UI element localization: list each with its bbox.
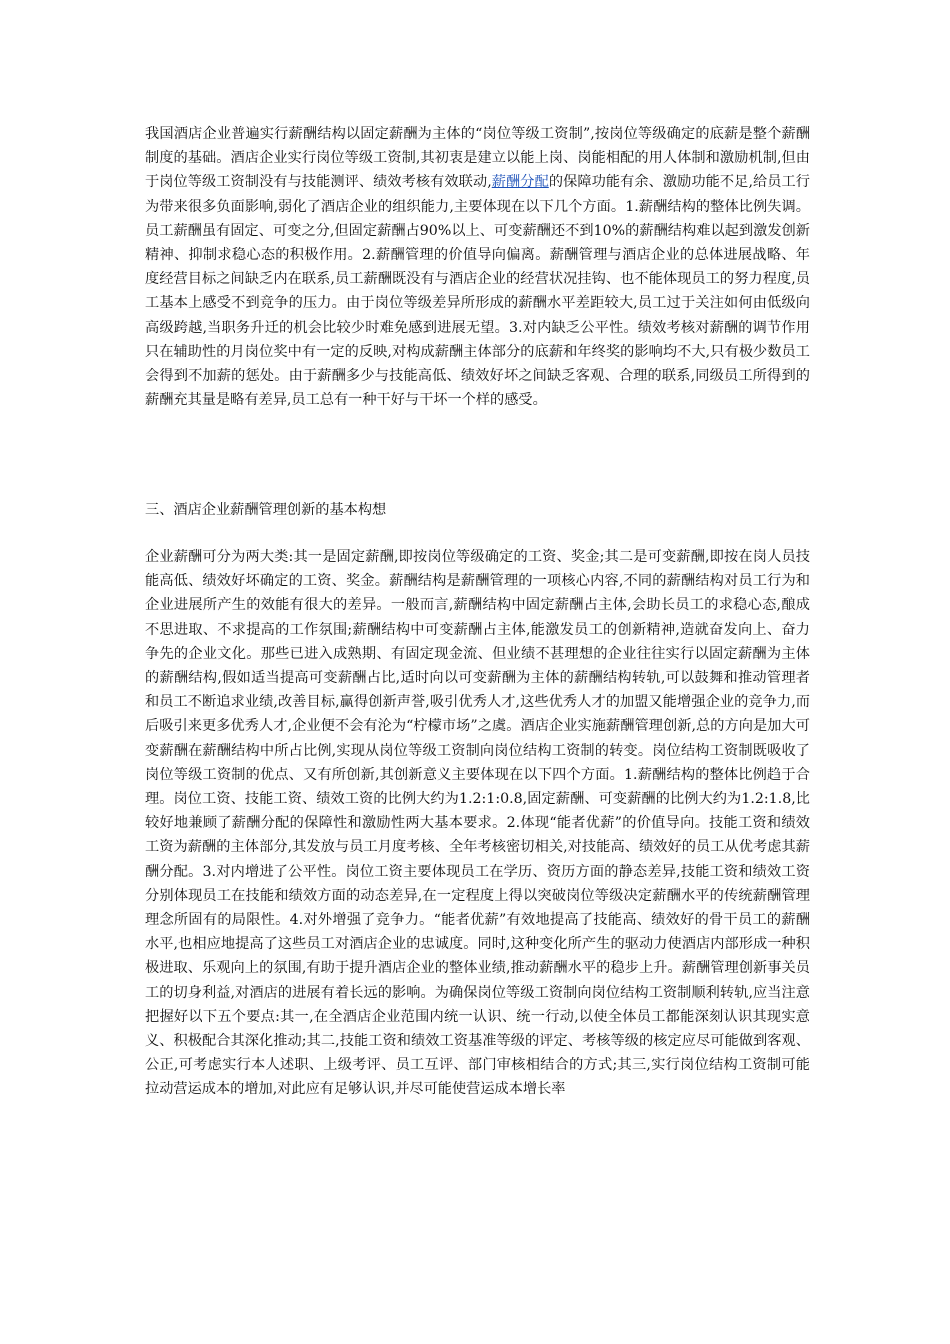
- paragraph-innovation-ideas: 企业薪酬可分为两大类:其一是固定薪酬,即按岗位等级确定的工资、奖金;其二是可变薪酬,即按在岗人员技能高低、绩效好坏确定的工资、奖金。薪酬结构是薪酬管理的一项核心内容,不同的薪酬结构对员工行为和企业进展所产生的效能有很大的差异。一般而言,薪酬结构中固定薪酬占主体,会助长员工的求稳心态,酿成不思进取、不求提高的工作氛围;薪酬结构中可变薪酬占主体,能激发员工的创新精神,造就奋发向上、奋力争先的企业文化。那些已进入成熟期、有固定现金流、但业绩不甚理想的企业往往实行以固定薪酬为主体的薪酬结构,假如适当提高可变薪酬占比,适时向以可变薪酬为主体的薪酬结构转轨,可以鼓舞和推动管理者和员工不断追求业绩,改善目标,赢得创新声誉,吸引优秀人才,这些优秀人才的加盟又能增强企业的竞争力,而后吸引来更多优秀人才,企业便不会有沦为“柠檬市场”之虞。酒店企业实施薪酬管理创新,总的方向是加大可变薪酬在薪酬结构中所占比例,实现从岗位等级工资制向岗位结构工资制的转变。岗位结构工资制既吸收了岗位等级工资制的优点、又有所创新,其创新意义主要体现在以下四个方面。1.薪酬结构的整体比例趋于合理。岗位工资、技能工资、绩效工资的比例大约为1.2:1:0.8,固定薪酬、可变薪酬的比例大约为1.2:1.8,比较好地兼顾了薪酬分配的保障性和激励性两大基本要求。2.体现“能者优薪”的价值导向。技能工资和绩效工资为薪酬的主体部分,其发放与员工月度考核、全年考核密切相关,对技能高、绩效好的员工从优考虑其薪酬分配。3.对内增进了公平性。岗位工资主要体现员工在学历、资历方面的静态差异,技能工资和绩效工资分别体现员工在技能和绩效方面的动态差异,在一定程度上得以突破岗位等级决定薪酬水平的传统薪酬管理理念所固有的局限性。4.对外增强了竞争力。“能者优薪”有效地提高了技能高、绩效好的骨干员工的薪酬水平,也相应地提高了这些员工对酒店企业的忠诚度。同时,这种变化所产生的驱动力使酒店内部形成一种积极进取、乐观向上的氛围,有助于提升酒店企业的整体业绩,推动薪酬水平的稳步上升。薪酬管理创新事关员工的切身利益,对酒店的进展有着长远的影响。为确保岗位等级工资制向岗位结构工资制顺利转轨,应当注意把握好以下五个要点:其一,在全酒店企业范围内统一认识、统一行动,以使全体员工都能深刻认识其现实意义、积极配合其深化推动;其二,技能工资和绩效工资基准等级的评定、考核等级的核定应尽可能做到客观、公正,可考虑实行本人述职、上级考评、员工互评、部门审核相结合的方式;其三,实行岗位结构工资制可能拉动营运成本的增加,对此应有足够认识,并尽可能使营运成本增长率: [145, 549, 810, 1098]
- paragraph-text-after-link: 的保障功能有余、激励功能不足,给员工行为带来很多负面影响,弱化了酒店企业的组织能力,主要体现在以下几个方面。1.薪酬结构的整体比例失调。员工薪酬虽有固定、可变之分,但固定薪酬占90%以上、可变薪酬还不到10%的薪酬结构难以起到激发创新精神、抑制求稳心态的积极作用。2.薪酬管理的价值导向偏离。薪酬管理与酒店企业的总体进展战略、年度经营目标之间缺乏内在联系,员工薪酬既没有与酒店企业的经营状况挂钩、也不能体现员工的努力程度,员工基本上感受不到竞争的压力。由于岗位等级差异所形成的薪酬水平差距较大,员工过于关注如何由低级向高级跨越,当职务升迁的机会比较少时难免感到进展无望。3.对内缺乏公平性。绩效考核对薪酬的调节作用只在辅助性的月岗位奖中有一定的反映,对构成薪酬主体部分的底薪和年终奖的影响均不大,只有极少数员工会得到不加薪的惩处。由于薪酬多少与技能高低、绩效好坏之间缺乏客观、合理的联系,同级员工所得到的薪酬充其量是略有差异,员工总有一种干好与干坏一个样的感受。: [145, 174, 810, 409]
- section-heading: 三、酒店企业薪酬管理创新的基本构想: [145, 502, 387, 518]
- document-body: [145, 122, 810, 1098]
- paragraph-text-before-link: 我国酒店企业普遍实行薪酬结构以固定薪酬为主体的“岗位等级工资制”,按岗位等级确定的底薪是整个薪酬制度的基础。酒店企业实行岗位等级工资制,其初衷是建立以能上岗、岗能相配的用人体制和激励机制,但由于岗位等级工资制没有与技能测评、绩效考核有效联动,: [145, 126, 810, 191]
- salary-distribution-link[interactable]: 薪酬分配: [491, 174, 549, 191]
- paragraph-current-problems: [145, 122, 810, 470]
